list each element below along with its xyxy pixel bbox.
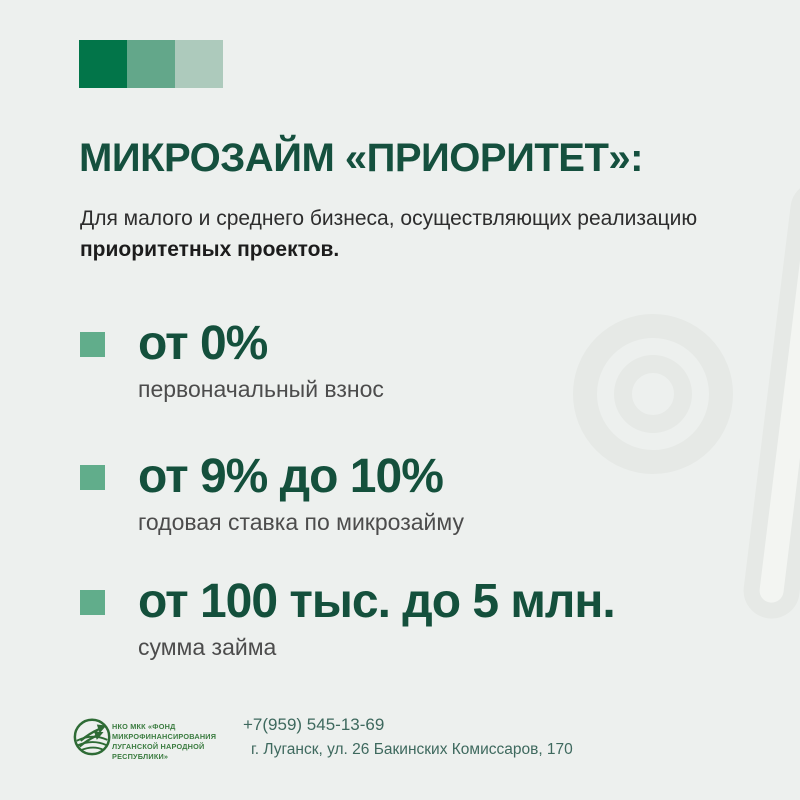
contact-address: г. Луганск, ул. 26 Бакинских Комиссаров, 170 [251,741,573,759]
subtitle [80,203,697,265]
brand-bar-medium-icon [127,40,175,88]
brand-bar-dark-icon [79,40,127,88]
offer-heading: от 100 тыс. до 5 млн. [138,575,615,628]
subtitle-line: Для малого и среднего бизнеса, осуществляющих реализацию [80,207,698,230]
watermark-circle-outer-ring [573,314,733,474]
offer-label: годовая ставка по микрозайму [138,509,464,535]
org-name-line: РЕСПУБЛИКИ» [112,751,169,761]
bullet-square-icon [80,590,105,615]
fund-logo-icon [72,712,114,765]
contact-block [243,714,573,760]
contact-phone: +7(959) 545-13-69 [243,715,385,734]
brand-gradient-bars [79,40,223,88]
bullet-square-icon [80,465,105,490]
brand-bar-light-icon [175,40,223,88]
org-name-line: НКО МКК «ФОНД [112,722,176,731]
org-name-line: ЛУГАНСКОЙ НАРОДНОЙ [112,741,205,751]
offer-item-down-payment [80,317,384,403]
org-name [112,722,216,761]
bullet-square-icon [80,332,105,357]
watermark-circle-inner-ring [614,355,692,433]
offer-label: первоначальный взнос [138,376,384,402]
offer-item-amount [80,575,615,661]
subtitle-bold-line: приоритетных проектов. [80,238,340,261]
offer-heading: от 9% до 10% [138,450,443,503]
offer-label: сумма займа [138,634,277,660]
watermark-slash [740,178,800,622]
org-name-line: МИКРОФИНАНСИРОВАНИЯ [112,731,217,741]
offer-item-rate [80,450,464,536]
offer-heading: от 0% [138,317,268,370]
page-title: МИКРОЗАЙМ «ПРИОРИТЕТ»: [79,136,643,180]
